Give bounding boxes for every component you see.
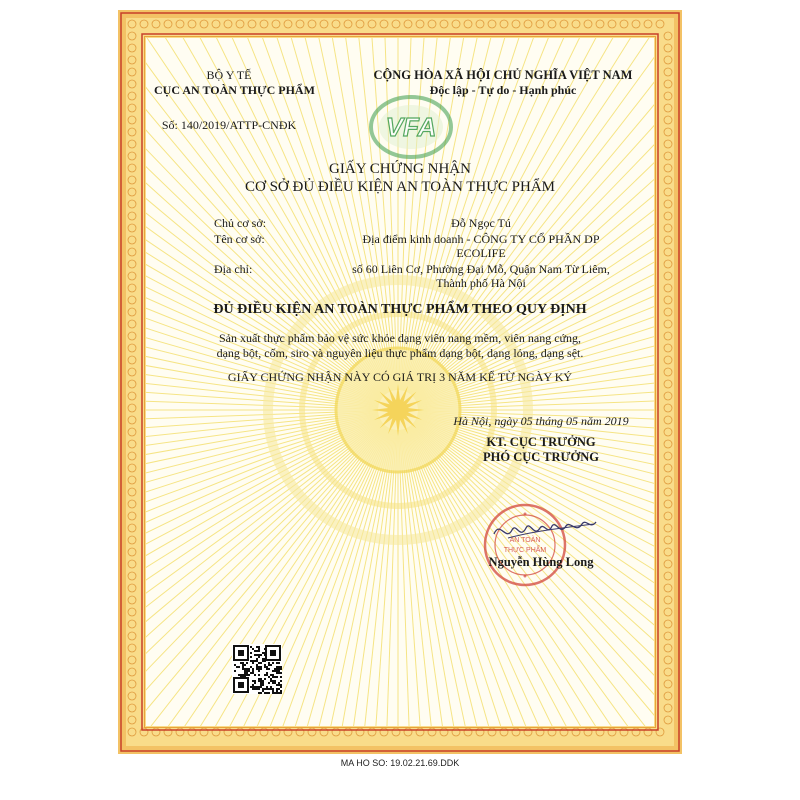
country-name: CỘNG HÒA XÃ HỘI CHỦ NGHĨA VIỆT NAM [373, 68, 633, 82]
vfa-logo [366, 92, 456, 162]
title-line-2: CƠ SỞ ĐỦ ĐIỀU KIỆN AN TOÀN THỰC PHẨM [245, 179, 555, 195]
issue-date: Hà Nội, ngày 05 tháng 05 năm 2019 [453, 414, 629, 428]
owner-value: Đỗ Ngọc Tú [451, 216, 511, 230]
signer-name: Nguyễn Hùng Long [488, 555, 594, 569]
scope-line-1: Sản xuất thực phẩm bảo vệ sức khỏe dạng viên nang mềm, viên nang cứng, [218, 331, 582, 345]
address-line-2: Thành phố Hà Nội [436, 276, 526, 290]
qr-code[interactable] [232, 644, 282, 694]
handwritten-signature [490, 512, 600, 552]
certificate-body [146, 38, 654, 726]
ministry-name: BỘ Y TẾ [206, 68, 252, 82]
scope-line-2: dạng bột, cốm, siro và nguyên liệu thực phẩm dạng bột, dạng lỏng, dạng sệt. [216, 346, 584, 360]
qualification-statement: ĐỦ ĐIỀU KIỆN AN TOÀN THỰC PHẨM THEO QUY ĐỊNH [213, 302, 587, 317]
address-label: Địa chỉ: [214, 262, 253, 276]
certificate-number: Số: 140/2019/ATTP-CNĐK [161, 118, 297, 132]
facility-name-label: Tên cơ sở: [214, 232, 265, 246]
title-line-1: GIẤY CHỨNG NHẬN [329, 161, 471, 177]
signer-title-2: PHÓ CỤC TRƯỞNG [483, 450, 599, 464]
national-motto: Độc lập - Tự do - Hạnh phúc [429, 83, 577, 97]
department-name: CỤC AN TOÀN THỰC PHẨM [154, 83, 315, 97]
facility-name-line-1: Địa điểm kinh doanh - CÔNG TY CỔ PHẦN DP [362, 232, 600, 246]
dossier-code: MA HO SO: 19.02.21.69.DDK [340, 758, 460, 768]
signer-title-1: KT. CỤC TRƯỞNG [486, 435, 596, 449]
svg-text:AN TOÀN: AN TOÀN [509, 537, 541, 544]
address-line-1: số 60 Liên Cơ, Phường Đại Mỗ, Quận Nam Từ Liêm, [352, 262, 610, 276]
owner-label: Chủ cơ sở: [214, 216, 267, 230]
certificate-sheet [118, 10, 682, 754]
facility-name-line-2: ECOLIFE [456, 246, 506, 260]
validity-statement: GIẤY CHỨNG NHẬN NÀY CÓ GIÁ TRỊ 3 NĂM KỂ TỪ NGÀY KÝ [227, 370, 573, 384]
logo-lettering: VFA [385, 112, 437, 142]
svg-text:THỰC PHẨM: THỰC PHẨM [503, 547, 547, 554]
